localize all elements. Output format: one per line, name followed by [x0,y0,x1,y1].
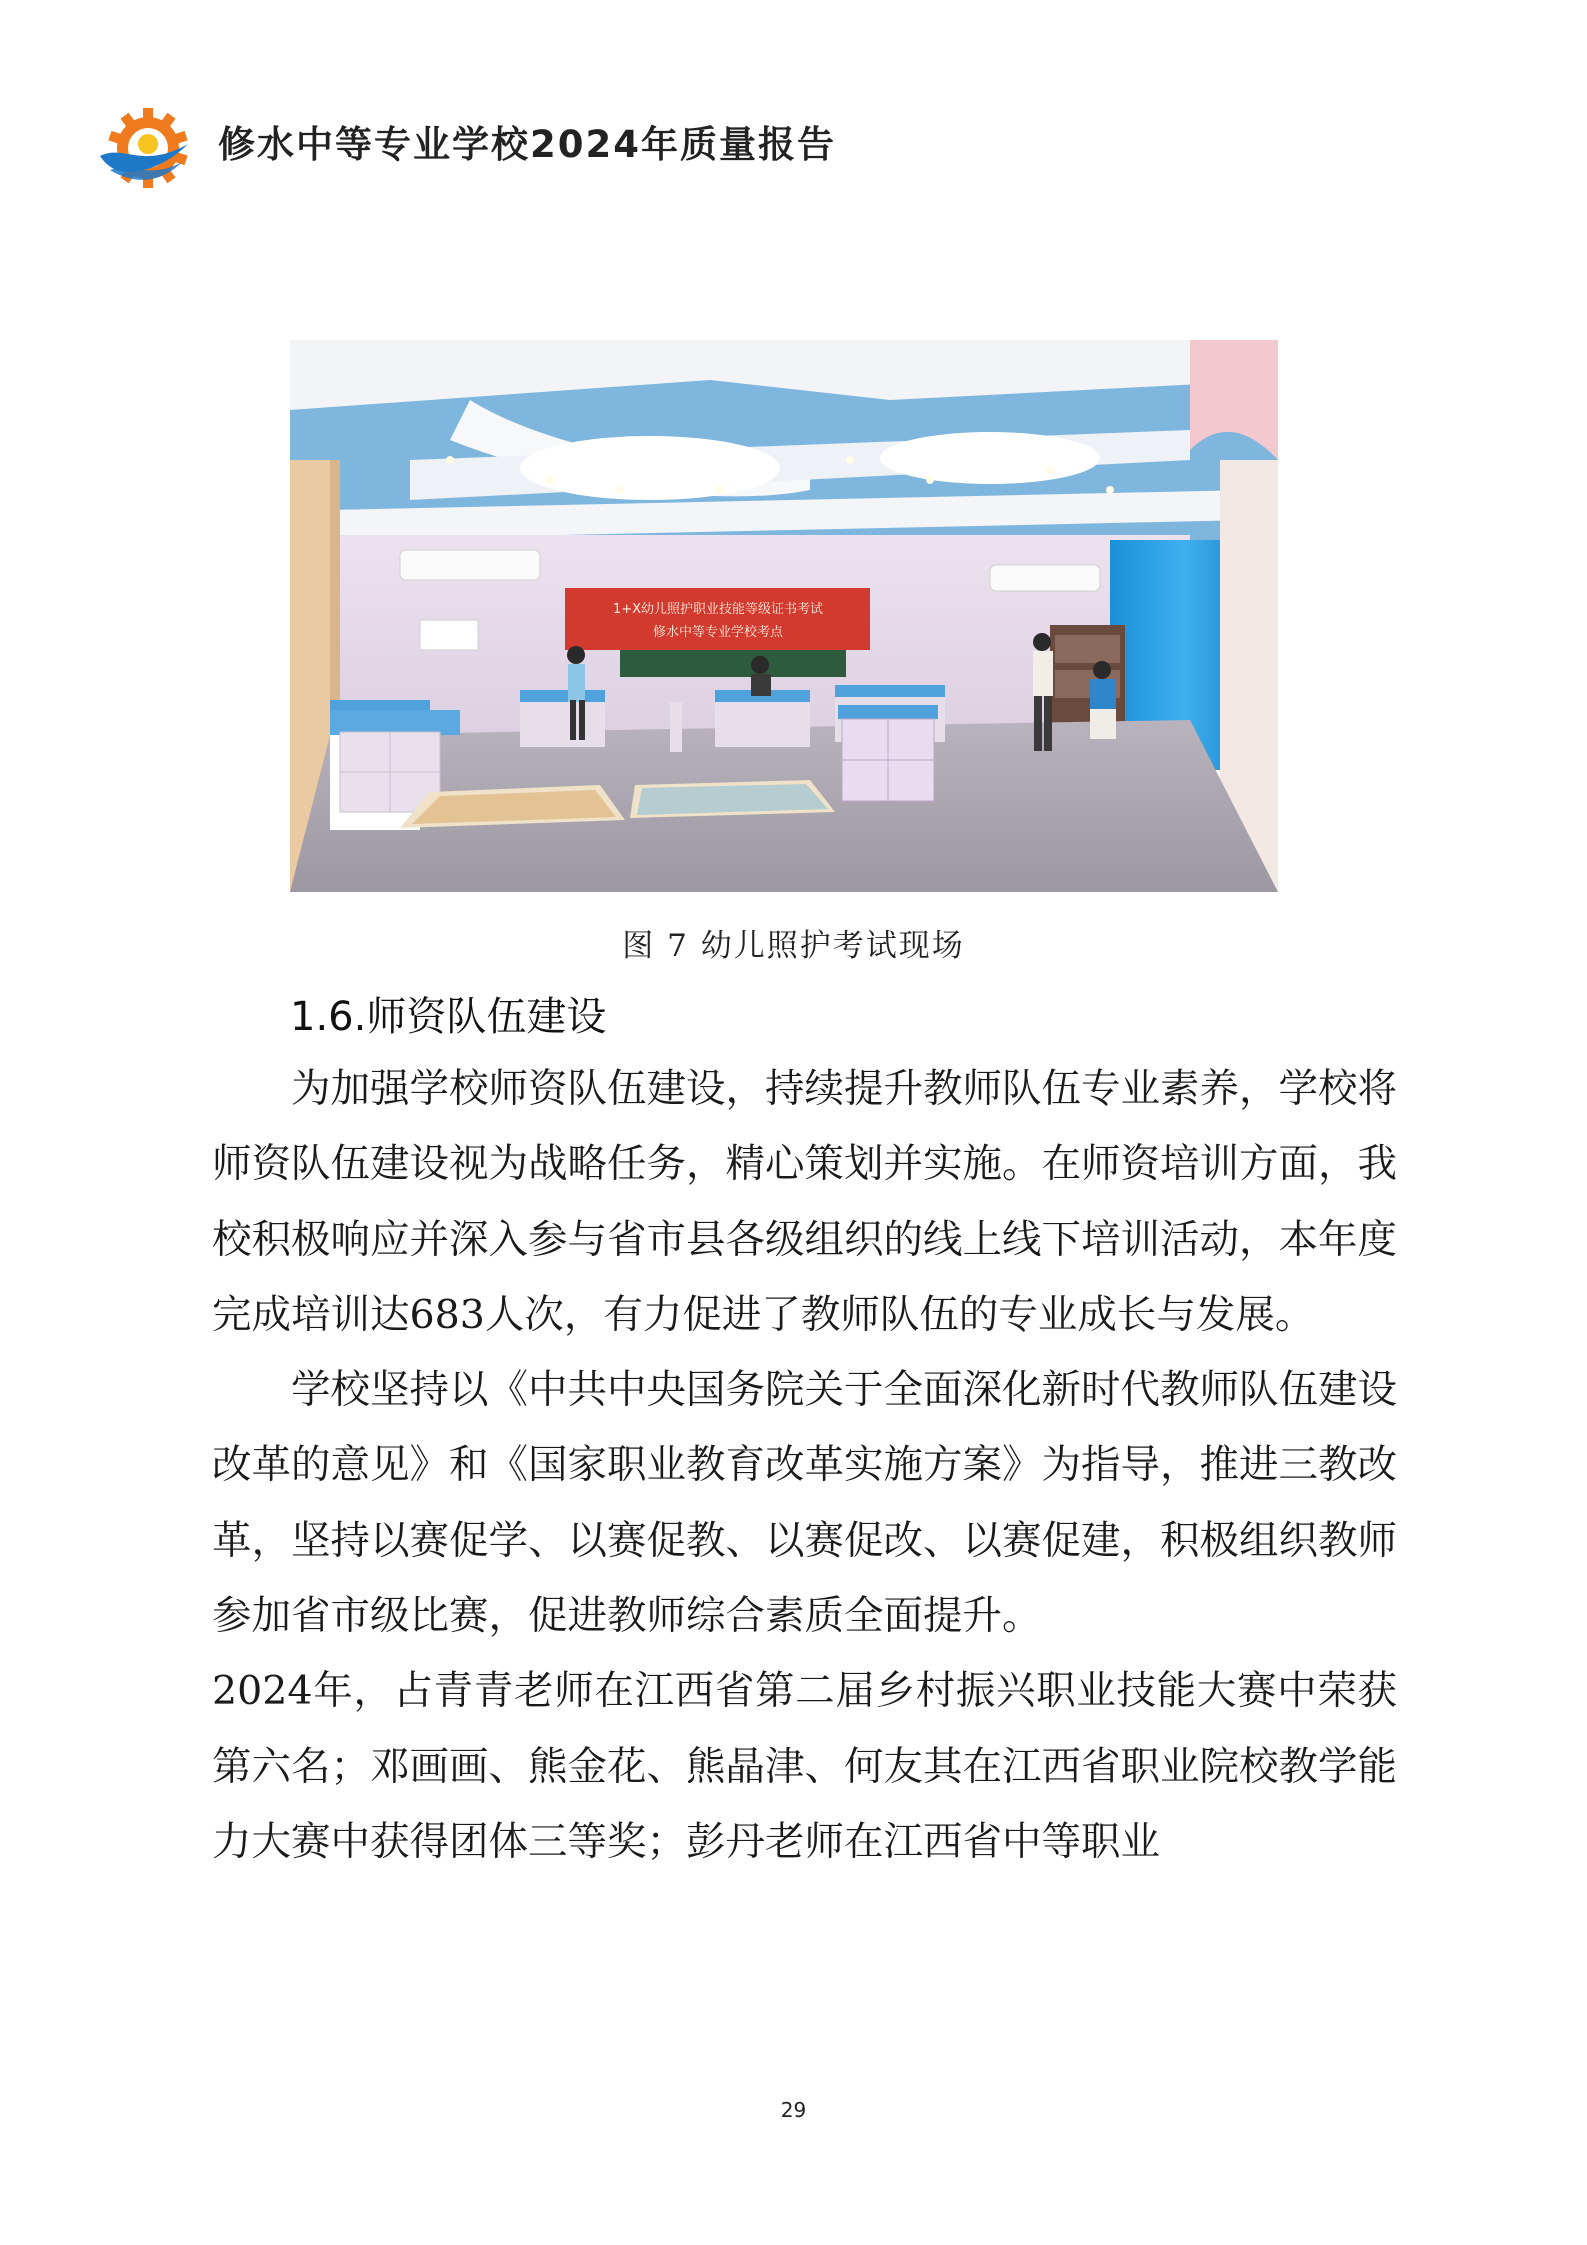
report-title: 修水中等专业学校2024年质量报告 [218,123,836,166]
school-gear-logo-icon [96,104,192,194]
page-header [96,96,1396,186]
paragraph-awards: 2024年，占青青老师在江西省第二届乡村振兴职业技能大赛中荣获第六名；邓画画、熊金花、熊晶津、何友其在江西省职业院校教学能力大赛中获得团体三等奖；彭丹老师在江西省中等职业 [212,1668,1397,1865]
body-text [212,1052,1397,1880]
section-heading: 1.6.师资队伍建设 [290,994,607,1040]
paragraph-teacher-training: 为加强学校师资队伍建设，持续提升教师队伍专业素养，学校将师资队伍建设视为战略任务，精心策划并实施。在师资培训方面，我校积极响应并深入参与省市县各级组织的线上线下培训活动，本年度完成培训达683人次，有力促进了教师队伍的专业成长与发展。 [212,1066,1397,1338]
page-number: 29 [780,2098,807,2122]
figure-caption: 图 7 幼儿照护考试现场 [622,928,965,964]
paragraph-reform-guidance: 学校坚持以《中共中央国务院关于全面深化新时代教师队伍建设改革的意见》和《国家职业教育改革实施方案》为指导，推进三教改革，坚持以赛促学、以赛促教、以赛促改、以赛促建，积极组织教师参加省市级比赛，促进教师综合素质全面提升。 [212,1367,1397,1640]
person-seated-center [751,656,771,696]
exam-site-photo [290,340,1278,892]
banner-line-2: 修水中等专业学校考点 [652,625,784,640]
banner-line-1: 1+X幼儿照护职业技能等级证书考试 [612,602,824,617]
